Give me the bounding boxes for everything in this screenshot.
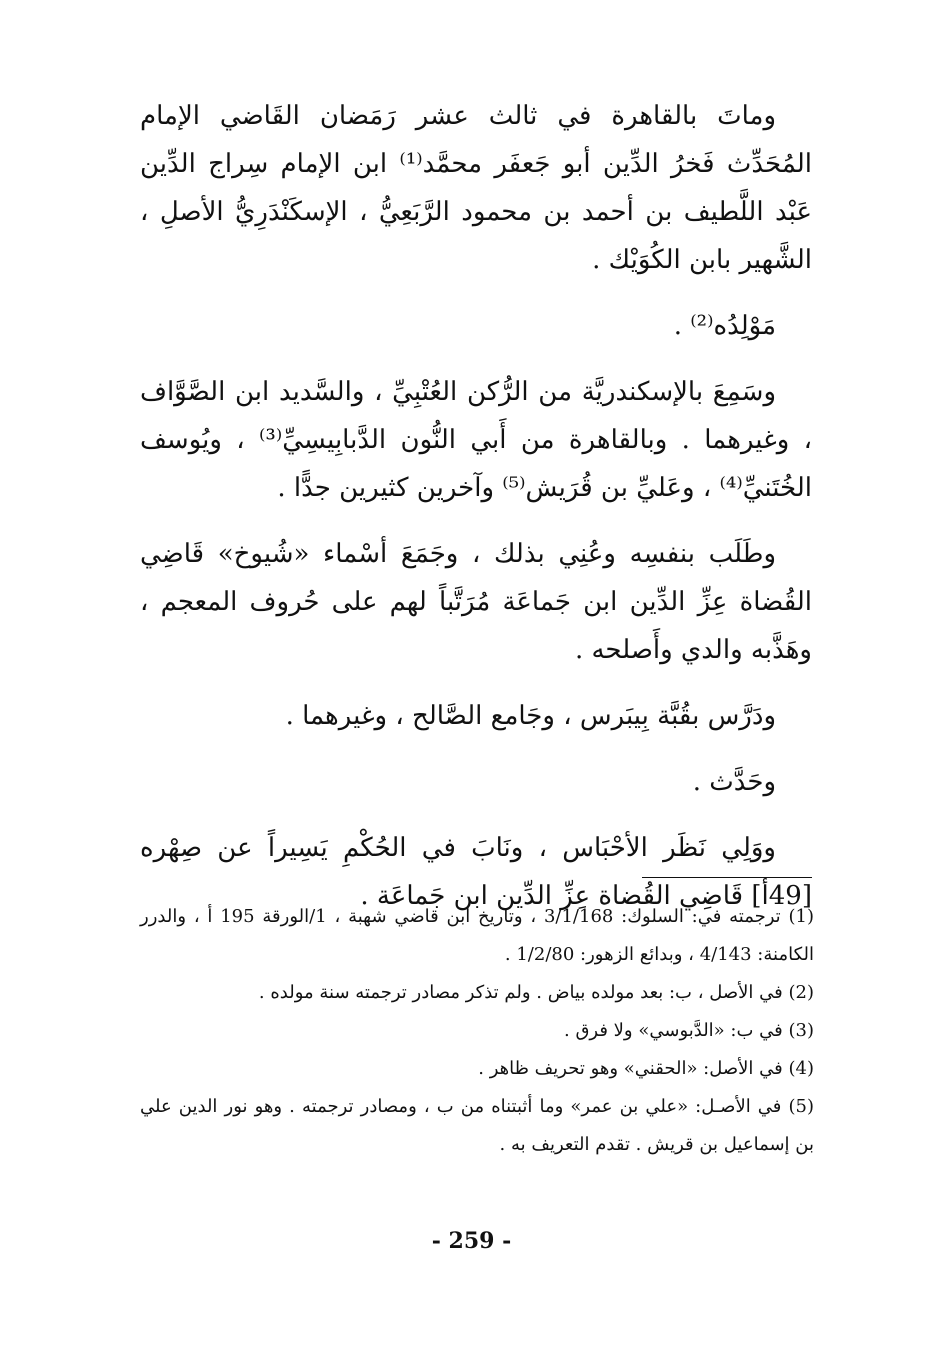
- footnote-separator: [642, 877, 812, 878]
- paragraph-birth: مَوْلِدُه⁽²⁾ .: [673, 311, 776, 341]
- paragraph-teaching: ودَرَّس بقُبَّة بِيبَرس ، وجَامع الصَّالح ، وغيرهما .: [285, 701, 776, 731]
- footnote-5: (5) في الأصـل: «علي بن عمر» وما أثبتناه من ب ، ومصادر ترجمته . وهو نور الدين علي بن إسماعيل بن قريش . تقدم التعريف به .: [140, 1096, 814, 1155]
- footnote-1: (1) ترجمته في: السلوك: 3/1/168 ، وتاريخ ابن قاضي شهبة ، 1/الورقة 195 أ ، والدرر الكامنة: 4/143 ، وبدائع الزهور: 1/2/80 .: [140, 906, 814, 965]
- footnote-4: (4) في الأصل: «الحقني» وهو تحريف ظاهر .: [478, 1058, 814, 1079]
- page-number: - 259 -: [431, 1228, 512, 1254]
- main-text: [140, 92, 812, 920]
- footnotes: [140, 898, 814, 1164]
- paragraph-narration: وحَدَّث .: [692, 767, 776, 797]
- paragraph-study: وطَلَب بنفسِه وعُنِي بذلك ، وجَمَعَ أسْماء «شُيوخ» قَاضِي القُضاة عِزِّ الدِّين ابن جَماعَة مُرَتَّباً لهم على حُروف المعجم ، وهَذَّبه والدي وأَصلحه .: [140, 539, 812, 665]
- footnote-2: (2) في الأصل ، ب: بعد مولده بياض . ولم تذكر مصادر ترجمته سنة مولده .: [258, 982, 814, 1003]
- paragraph-office: ووَلِي نَظَر الأحْبَاس ، ونَابَ في الحُكْمِ يَسِيراً عن صِهْره [49أ] قَاضِي القُضاة عِزِّ الدِّين ابن جَماعَة .: [140, 833, 812, 911]
- paragraph-death-and-lineage: وماتَ بالقاهرة في ثالث عشر رَمَضان القَاضي الإمام المُحَدِّث فَخرُ الدِّين أبو جَعفَر محمَّد⁽¹⁾ ابن الإمام سِراج الدِّين عَبْد اللَّطيف بن أحمد بن محمود الرَّبَعِيُّ ، الإسكَنْدَرِيُّ الأصلِ ، الشَّهير بابن الكُوَيْك .: [140, 101, 812, 275]
- paragraph-hearing: وسَمِعَ بالإسكندريَّة من الرُّكن العُتْبِيِّ ، والسَّديد ابن الصَّوَّاف ، وغيرهما . وبالقاهرة من أَبي النُّون الدَّبابِيسِيِّ⁽³⁾ ، ويُوسف الخُتَنيِّ⁽⁴⁾ ، وعَليِّ بن قُرَيش⁽⁵⁾ وآخرين كثيرين جدًّا .: [140, 377, 812, 503]
- footnote-3: (3) في ب: «الدَّبوسي» ولا فرق .: [564, 1020, 814, 1041]
